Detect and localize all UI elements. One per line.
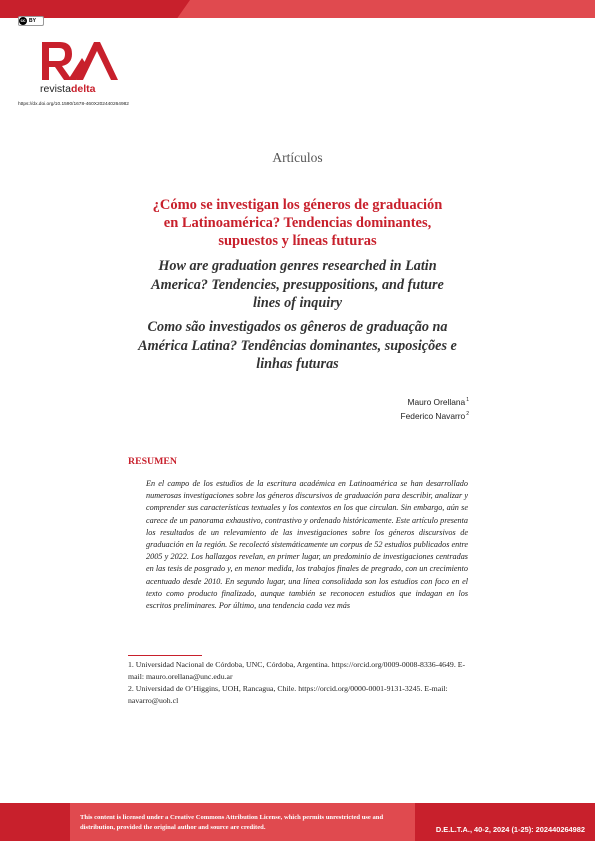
title-en-line: America? Tendencies, presuppositions, and future (151, 276, 444, 293)
author (401, 409, 469, 423)
footnote: 1. Universidad Nacional de Córdoba, UNC, Córdoba, Argentina. https://orcid.org/0009-0008-8336-4649. E-mail: mauro.orellana@unc.edu.ar (128, 660, 466, 681)
author-footnote-ref[interactable]: 2 (466, 410, 469, 417)
author-name: Federico Navarro (400, 410, 466, 421)
section-label: Artículos (272, 150, 323, 165)
abstract-heading: RESUMEN (128, 456, 177, 467)
license-notice: This content is licensed under a Creative Commons Attribution License, which permits unrestricted use and distribution, provided the original author and source are credited. (80, 814, 384, 831)
footnote: 2. Universidad de O’Higgins, UOH, Rancagua, Chile. https://orcid.org/0000-0001-9131-3245. E-mail: navarro@uoh.cl (128, 684, 448, 705)
author-name: Mauro Orellana (407, 397, 466, 407)
journal-wordmark (40, 83, 95, 95)
title-en-line: lines of inquiry (252, 295, 343, 311)
citation: D.E.L.T.A., 40-2, 2024 (1-25): 202440264982 (435, 825, 585, 834)
footnote-divider (128, 655, 202, 656)
journal-logo (38, 36, 118, 86)
author (401, 395, 469, 409)
title-es-line: en Latinoamérica? Tendencias dominantes, (163, 215, 432, 231)
top-banner-light (177, 0, 595, 18)
wordmark-right: delta (70, 83, 96, 95)
title-english (120, 257, 475, 313)
cc-by-label: BY (29, 18, 36, 24)
doi-link[interactable]: https://dx.doi.org/10.1590/1678-460X202440264982 (18, 102, 129, 107)
wordmark-left: revista (40, 83, 71, 95)
abstract-text: En el campo de los estudios de la escritura académica en Latinoamérica se han desarrollado numerosas investigaciones sobre los géneros discursivos de graduación para describir, analizar y comprender sus características textuales y los contextos en los que circulan. Sin embargo, aún se carece de un panorama exhaustivo, contrastivo y ordenado históricamente. Este artículo presenta los resultados de un relevamiento de las investigaciones sobre los géneros discursivos de graduación en la región. Se recolectó sistemáticamente un corpus de 52 estudios publicados entre 2005 y 2022. Los hallazgos revelan, en primer lugar, un predominio de investigaciones centradas en las tesis de posgrado y, en menor medida, los trabajos finales de pregrado, con un crecimiento acentuado desde 2010. En segundo lugar, una línea consolidada son los estudios con foco en el texto como producto finalizado, aunque también se reconocen estudios que indagan en los escritos preliminares. Por último, una tendencia cada vez más (146, 479, 468, 611)
title-pt-line: linhas futuras (256, 356, 339, 372)
title-spanish (110, 196, 485, 250)
title-es-line: ¿Cómo se investigan los géneros de graduación (152, 197, 443, 213)
title-en-line: How are graduation genres researched in Latin (158, 258, 437, 274)
title-pt-line: América Latina? Tendências dominantes, suposições e (138, 337, 457, 354)
top-banner (0, 0, 595, 18)
author-footnote-ref[interactable]: 1 (466, 397, 469, 403)
cc-icon: cc (20, 18, 26, 23)
title-es-line: supuestos y líneas futuras (218, 233, 377, 249)
author-list (401, 395, 469, 422)
creative-commons-badge[interactable] (18, 16, 44, 26)
title-pt-line: Como são investigados os gêneros de graduação na (147, 319, 448, 335)
title-portuguese (120, 318, 475, 374)
